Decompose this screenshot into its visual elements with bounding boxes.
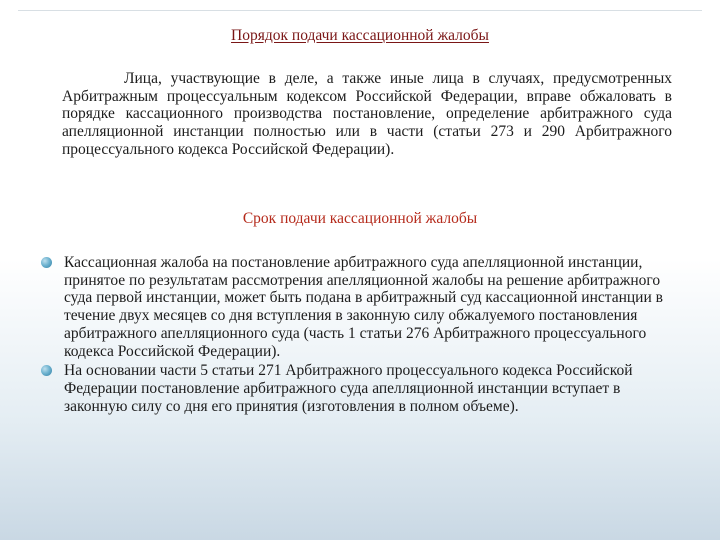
bullet-item — [40, 254, 672, 360]
top-divider — [18, 10, 702, 11]
bullet-dot-icon — [41, 365, 52, 376]
section-subtitle: Срок подачи кассационной жалобы — [242, 210, 478, 227]
bullet-text: Кассационная жалоба на постановление арбитражного суда апелляционной инстанции, принятое по результатам рассмотрения апелляционной жалобы на решение арбитражного суда первой инстанции, может быть подана в арбитражный суд кассационной инстанции в течение двух месяцев со дня вступления в законную силу обжалуемого постановления арбитражного апелляционного суда (часть 1 статьи 276 Арбитражного процессуального кодекса Российской Федерации). — [64, 254, 663, 360]
bullet-dot-icon — [41, 257, 52, 268]
intro-paragraph: Лица, участвующие в деле, а также иные лица в случаях, предусмотренных Арбитражным процессуальным кодексом Российской Федерации, вправе обжаловать в порядке кассационного производства постановление, определение арбитражного суда апелляционной инстанции полностью или в части (статьи 273 и 290 Арбитражного процессуального кодекса Российской Федерации). — [62, 70, 672, 158]
bullet-list — [40, 254, 672, 417]
slide-title: Порядок подачи кассационной жалобы — [231, 27, 489, 44]
bullet-item — [40, 362, 672, 415]
bullet-text: На основании части 5 статьи 271 Арбитражного процессуального кодекса Российской Федерации постановление арбитражного суда апелляционной инстанции вступает в законную силу со дня его принятия (изготовления в полном объеме). — [64, 362, 633, 415]
